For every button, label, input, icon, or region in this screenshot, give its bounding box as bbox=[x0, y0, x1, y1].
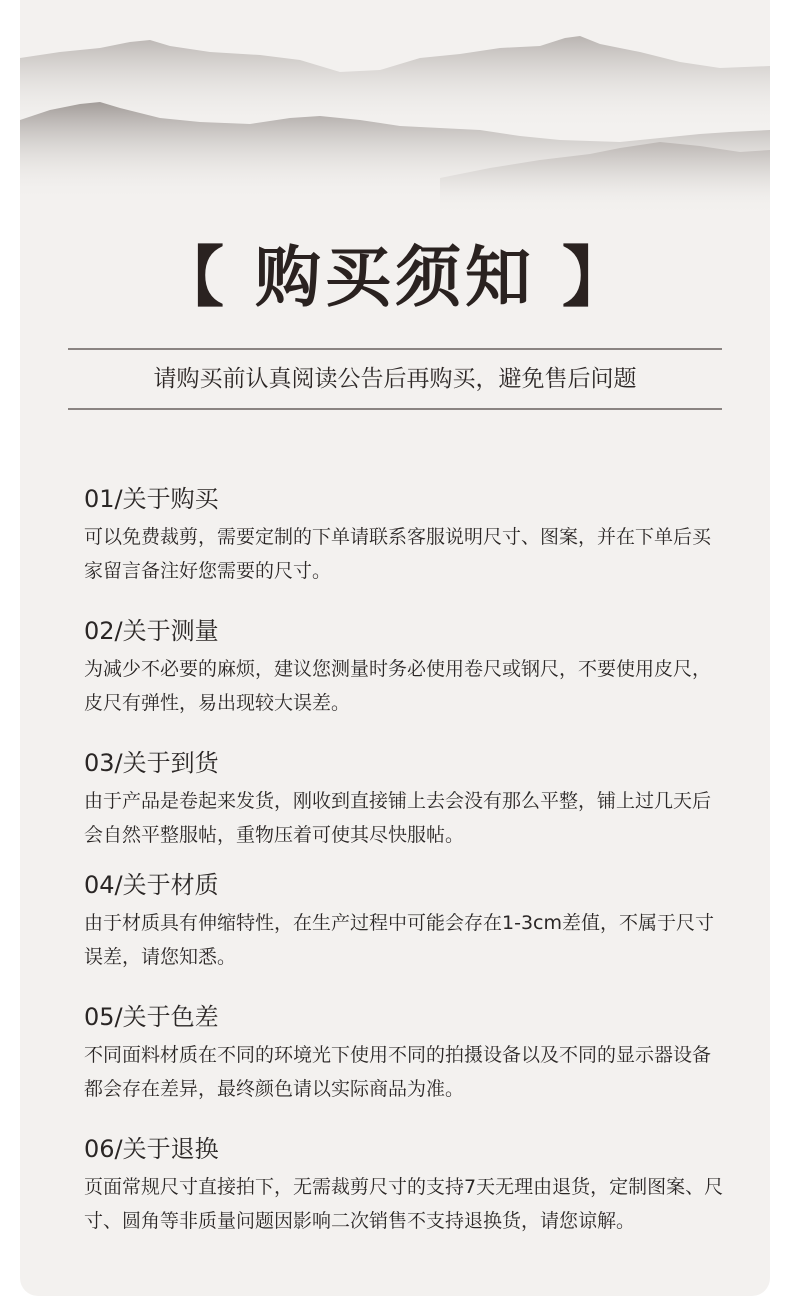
divider-bottom bbox=[68, 408, 722, 410]
section-heading: 02/关于测量 bbox=[84, 617, 219, 645]
notice-section-returns bbox=[84, 1132, 724, 1238]
section-body: 不同面料材质在不同的环境光下使用不同的拍摄设备以及不同的显示器设备都会存在差异，最终颜色请以实际商品为准。 bbox=[84, 1044, 712, 1100]
section-body: 页面常规尺寸直接拍下，无需裁剪尺寸的支持7天无理由退货，定制图案、尺寸、圆角等非质量问题因影响二次销售不支持退换货，请您谅解。 bbox=[84, 1176, 724, 1232]
notice-section-purchase bbox=[84, 482, 724, 588]
section-heading: 04/关于材质 bbox=[84, 871, 219, 899]
page-subtitle: 请购买前认真阅读公告后再购买，避免售后问题 bbox=[153, 366, 637, 392]
notice-section-color-difference bbox=[84, 1000, 724, 1106]
section-heading: 03/关于到货 bbox=[84, 749, 219, 777]
notice-card bbox=[20, 0, 770, 1296]
section-body: 由于材质具有伸缩特性，在生产过程中可能会存在1-3cm差值，不属于尺寸误差，请您知悉。 bbox=[84, 912, 714, 968]
section-body: 为减少不必要的麻烦，建议您测量时务必使用卷尺或钢尺，不要使用皮尺，皮尺有弹性，易出现较大误差。 bbox=[84, 658, 712, 714]
ink-mountains-illustration bbox=[20, 0, 770, 220]
notice-section-measurement bbox=[84, 614, 724, 720]
section-body: 可以免费裁剪，需要定制的下单请联系客服说明尺寸、图案，并在下单后买家留言备注好您需要的尺寸。 bbox=[84, 526, 712, 582]
section-heading: 05/关于色差 bbox=[84, 1003, 219, 1031]
section-body: 由于产品是卷起来发货，刚收到直接铺上去会没有那么平整，铺上过几天后会自然平整服帖，重物压着可使其尽快服帖。 bbox=[84, 790, 712, 846]
notice-section-material bbox=[84, 868, 724, 974]
page-title: 【 购买须知 】 bbox=[158, 238, 632, 316]
section-heading: 01/关于购买 bbox=[84, 485, 219, 513]
notice-section-arrival bbox=[84, 746, 724, 852]
divider-top bbox=[68, 348, 722, 350]
section-heading: 06/关于退换 bbox=[84, 1135, 219, 1163]
